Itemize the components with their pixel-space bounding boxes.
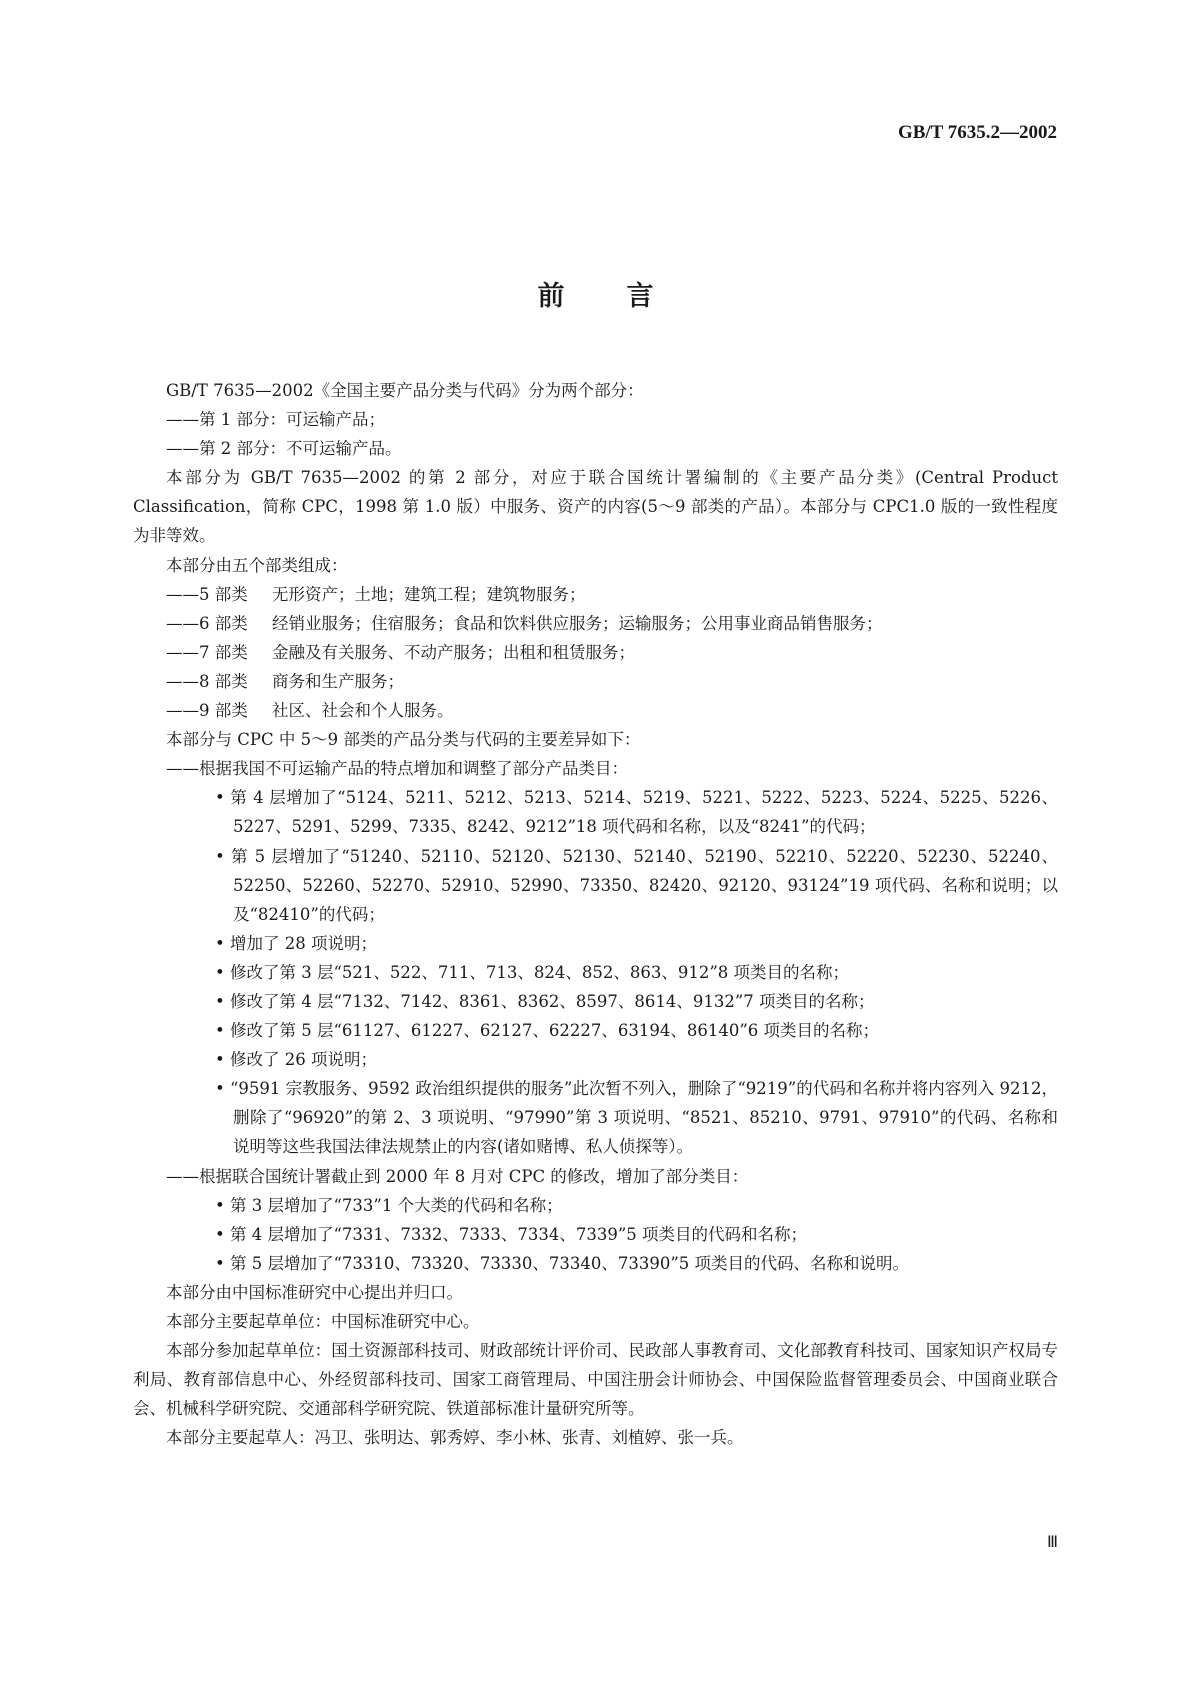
difference-bullet: • 修改了第 5 层“61127、61227、62127、62227、63194、86140”6 项类目的名称； xyxy=(215,1021,880,1041)
standard-code: GB/T 7635.2—2002 xyxy=(897,122,1057,143)
drafters-paragraph: 本部分主要起草人：冯卫、张明达、郭秀婷、李小林、张青、刘植婷、张一兵。 xyxy=(166,1428,744,1448)
difference-bullet: • “9591 宗教服务、9592 政治组织提供的服务”此次暂不列入，删除了“9219”的代码和名称并将内容列入 9212，删除了“96920”的第 2、3 项说明、“97990”第 3 项说明、“8521、85210、9791、97910”的代码、名称和说明等这些我国法律法规禁止的内容(诸如赌博、私人侦探等）。 xyxy=(215,1079,1058,1157)
difference-bullet: • 第 5 层增加了“73310、73320、73330、73340、73390”5 项类目的代码、名称和说明。 xyxy=(215,1253,910,1273)
section-text: 商务和生产服务； xyxy=(272,671,404,691)
differences-heading: ——根据联合国统计署截止到 2000 年 8 月对 CPC 的修改，增加了部分类目： xyxy=(166,1166,749,1186)
difference-bullet: • 修改了第 4 层“7132、7142、8361、8362、8597、8614、9132”7 项类目的名称； xyxy=(215,991,875,1011)
scope-paragraph: 本部分为 GB/T 7635—2002 的第 2 部分，对应于联合国统计署编制的《主要产品分类》(Central Product Classification，简称 CPC，1998 第 1.0 版）中服务、资产的内容(5～9 部类的产品）。本部分与 CPC1.0 版的一致性程度为非等效。 xyxy=(133,468,1058,546)
section-label: ——6 部类 xyxy=(166,613,248,633)
part-item: ——第 1 部分：可运输产品； xyxy=(166,410,385,430)
difference-bullet: • 增加了 28 项说明； xyxy=(215,933,377,953)
differences-heading: ——根据我国不可运输产品的特点增加和调整了部分产品类目： xyxy=(166,759,628,779)
section-item xyxy=(133,580,1058,609)
section-item xyxy=(133,667,1058,696)
section-label: ——7 部类 xyxy=(166,642,248,662)
difference-bullet: • 修改了第 3 层“521、522、711、713、824、852、863、912”8 项类目的名称； xyxy=(215,962,850,982)
document-body xyxy=(133,376,1058,1452)
section-item xyxy=(133,638,1058,667)
section-text: 无形资产；土地；建筑工程；建筑物服务； xyxy=(272,584,586,604)
section-label: ——8 部类 xyxy=(166,671,248,691)
main-drafter-paragraph: 本部分主要起草单位：中国标准研究中心。 xyxy=(166,1312,480,1331)
section-text: 经销业服务；住宿服务；食品和饮料供应服务；运输服务；公用事业商品销售服务； xyxy=(272,613,883,633)
section-label: ——9 部类 xyxy=(166,701,248,721)
difference-bullet: • 第 4 层增加了“5124、5211、5212、5213、5214、5219、5221、5222、5223、5224、5225、5226、5227、5291、5299、7335、8242、9212”18 项代码和名称，以及“8241”的代码； xyxy=(215,788,1058,837)
page-number: Ⅲ xyxy=(1046,1534,1058,1551)
intro-line: GB/T 7635—2002《全国主要产品分类与代码》分为两个部分： xyxy=(166,381,644,400)
section-text: 社区、社会和个人服务。 xyxy=(272,701,454,721)
difference-bullet: • 第 5 层增加了“51240、52110、52120、52130、52140、52190、52210、52220、52230、52240、52250、52260、52270、52910、52990、73350、82420、92120、93124”19 项代码、名称和说明；以及“82410”的代码； xyxy=(215,846,1058,924)
section-text: 金融及有关服务、不动产服务；出租和租赁服务； xyxy=(272,642,635,662)
section-label: ——5 部类 xyxy=(166,584,248,604)
part-item: ——第 2 部分：不可运输产品。 xyxy=(166,439,402,459)
difference-bullet: • 第 3 层增加了“733”1 个大类的代码和名称； xyxy=(215,1195,563,1215)
sections-intro: 本部分由五个部类组成： xyxy=(166,555,348,575)
differences-intro: 本部分与 CPC 中 5～9 部类的产品分类与代码的主要差异如下： xyxy=(166,730,641,750)
page-title: 前言 xyxy=(537,281,716,312)
difference-bullet: • 修改了 26 项说明； xyxy=(215,1050,377,1070)
proposer-paragraph: 本部分由中国标准研究中心提出并归口。 xyxy=(166,1282,463,1302)
difference-bullet: • 第 4 层增加了“7331、7332、7333、7334、7339”5 项类目的代码和名称； xyxy=(215,1224,808,1244)
section-item xyxy=(133,609,1058,638)
participants-paragraph: 本部分参加起草单位：国土资源部科技司、财政部统计评价司、民政部人事教育司、文化部教育科技司、国家知识产权局专利局、教育部信息中心、外经贸部科技司、国家工商管理局、中国注册会计师协会、中国保险监督管理委员会、中国商业联合会、机械科学研究院、交通部科学研究院、铁道部标准计量研究所等。 xyxy=(133,1341,1058,1419)
section-item xyxy=(133,696,1058,725)
